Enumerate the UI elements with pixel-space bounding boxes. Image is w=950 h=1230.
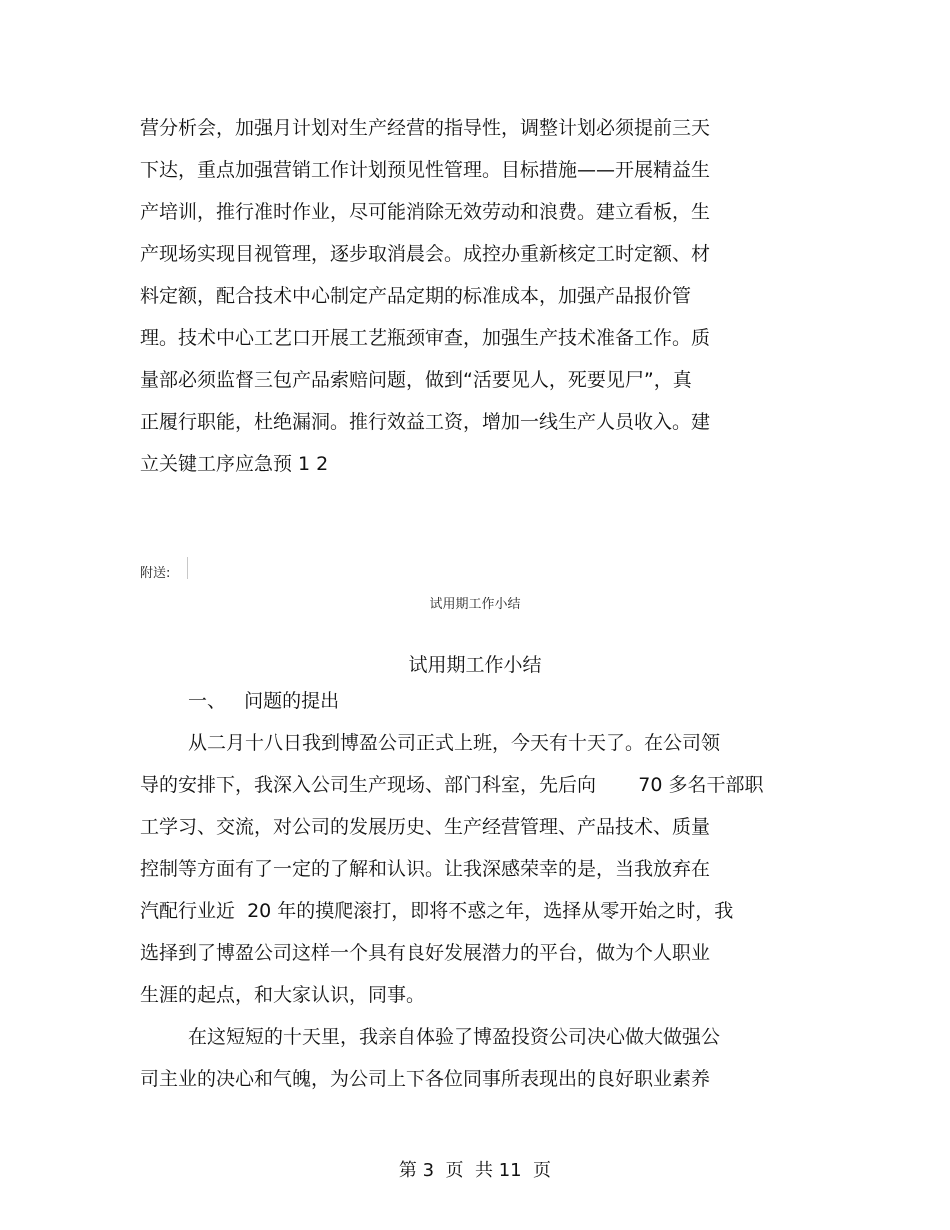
attachment-label: 附送: xyxy=(140,566,171,581)
paragraph-line: 产培训，推行准时作业，尽可能消除无效劳动和浪费。建立看板，生 xyxy=(140,201,711,223)
divider xyxy=(187,557,188,579)
paragraph-line: 量部必须监督三包产品索赔问题，做到“活要见人，死要见尸”，真 xyxy=(140,369,692,391)
paragraph-line: 正履行职能，杜绝漏洞。推行效益工资，增加一线生产人员收入。建 xyxy=(140,411,711,433)
paragraph-line: 汽配行业近 20 年的摸爬滚打，即将不惑之年，选择从零开始之时，我 xyxy=(140,900,734,922)
page-title: 试用期工作小结 xyxy=(408,654,542,676)
paragraph-line: 控制等方面有了一定的了解和认识。让我深感荣幸的是，当我放弃在 xyxy=(140,858,711,880)
page-footer: 第 3 页 共 11 页 xyxy=(398,1160,552,1181)
paragraph-line: 下达，重点加强营销工作计划预见性管理。目标措施——开展精益生 xyxy=(140,159,711,181)
paragraph-line: 料定额，配合技术中心制定产品定期的标准成本，加强产品报价管 xyxy=(140,285,692,307)
attachment-title: 试用期工作小结 xyxy=(429,597,521,612)
paragraph-line: 在这短短的十天里，我亲自体验了博盈投资公司决心做大做强公 xyxy=(188,1026,721,1048)
section-heading: 一、 问题的提出 xyxy=(188,690,340,712)
paragraph-line: 从二月十八日我到博盈公司正式上班，今天有十天了。在公司领 xyxy=(188,732,721,754)
paragraph-line: 选择到了博盈公司这样一个具有良好发展潜力的平台，做为个人职业 xyxy=(140,942,711,964)
paragraph-line: 生涯的起点，和大家认识，同事。 xyxy=(140,984,426,1006)
paragraph-line: 司主业的决心和气魄，为公司上下各位同事所表现出的良好职业素养 xyxy=(140,1068,711,1090)
paragraph-line: 产现场实现目视管理，逐步取消晨会。成控办重新核定工时定额、材 xyxy=(140,243,711,265)
paragraph-line: 营分析会，加强月计划对生产经营的指导性，调整计划必须提前三天 xyxy=(140,117,711,139)
paragraph-line: 导的安排下，我深入公司生产现场、部门科室，先后向 70 多名干部职 xyxy=(140,774,764,796)
paragraph-line: 理。技术中心工艺口开展工艺瓶颈审查，加强生产技术准备工作。质 xyxy=(140,327,711,349)
paragraph-line: 工学习、交流，对公司的发展历史、生产经营管理、产品技术、质量 xyxy=(140,816,711,838)
paragraph-line: 立关键工序应急预 1 2 xyxy=(140,453,329,475)
